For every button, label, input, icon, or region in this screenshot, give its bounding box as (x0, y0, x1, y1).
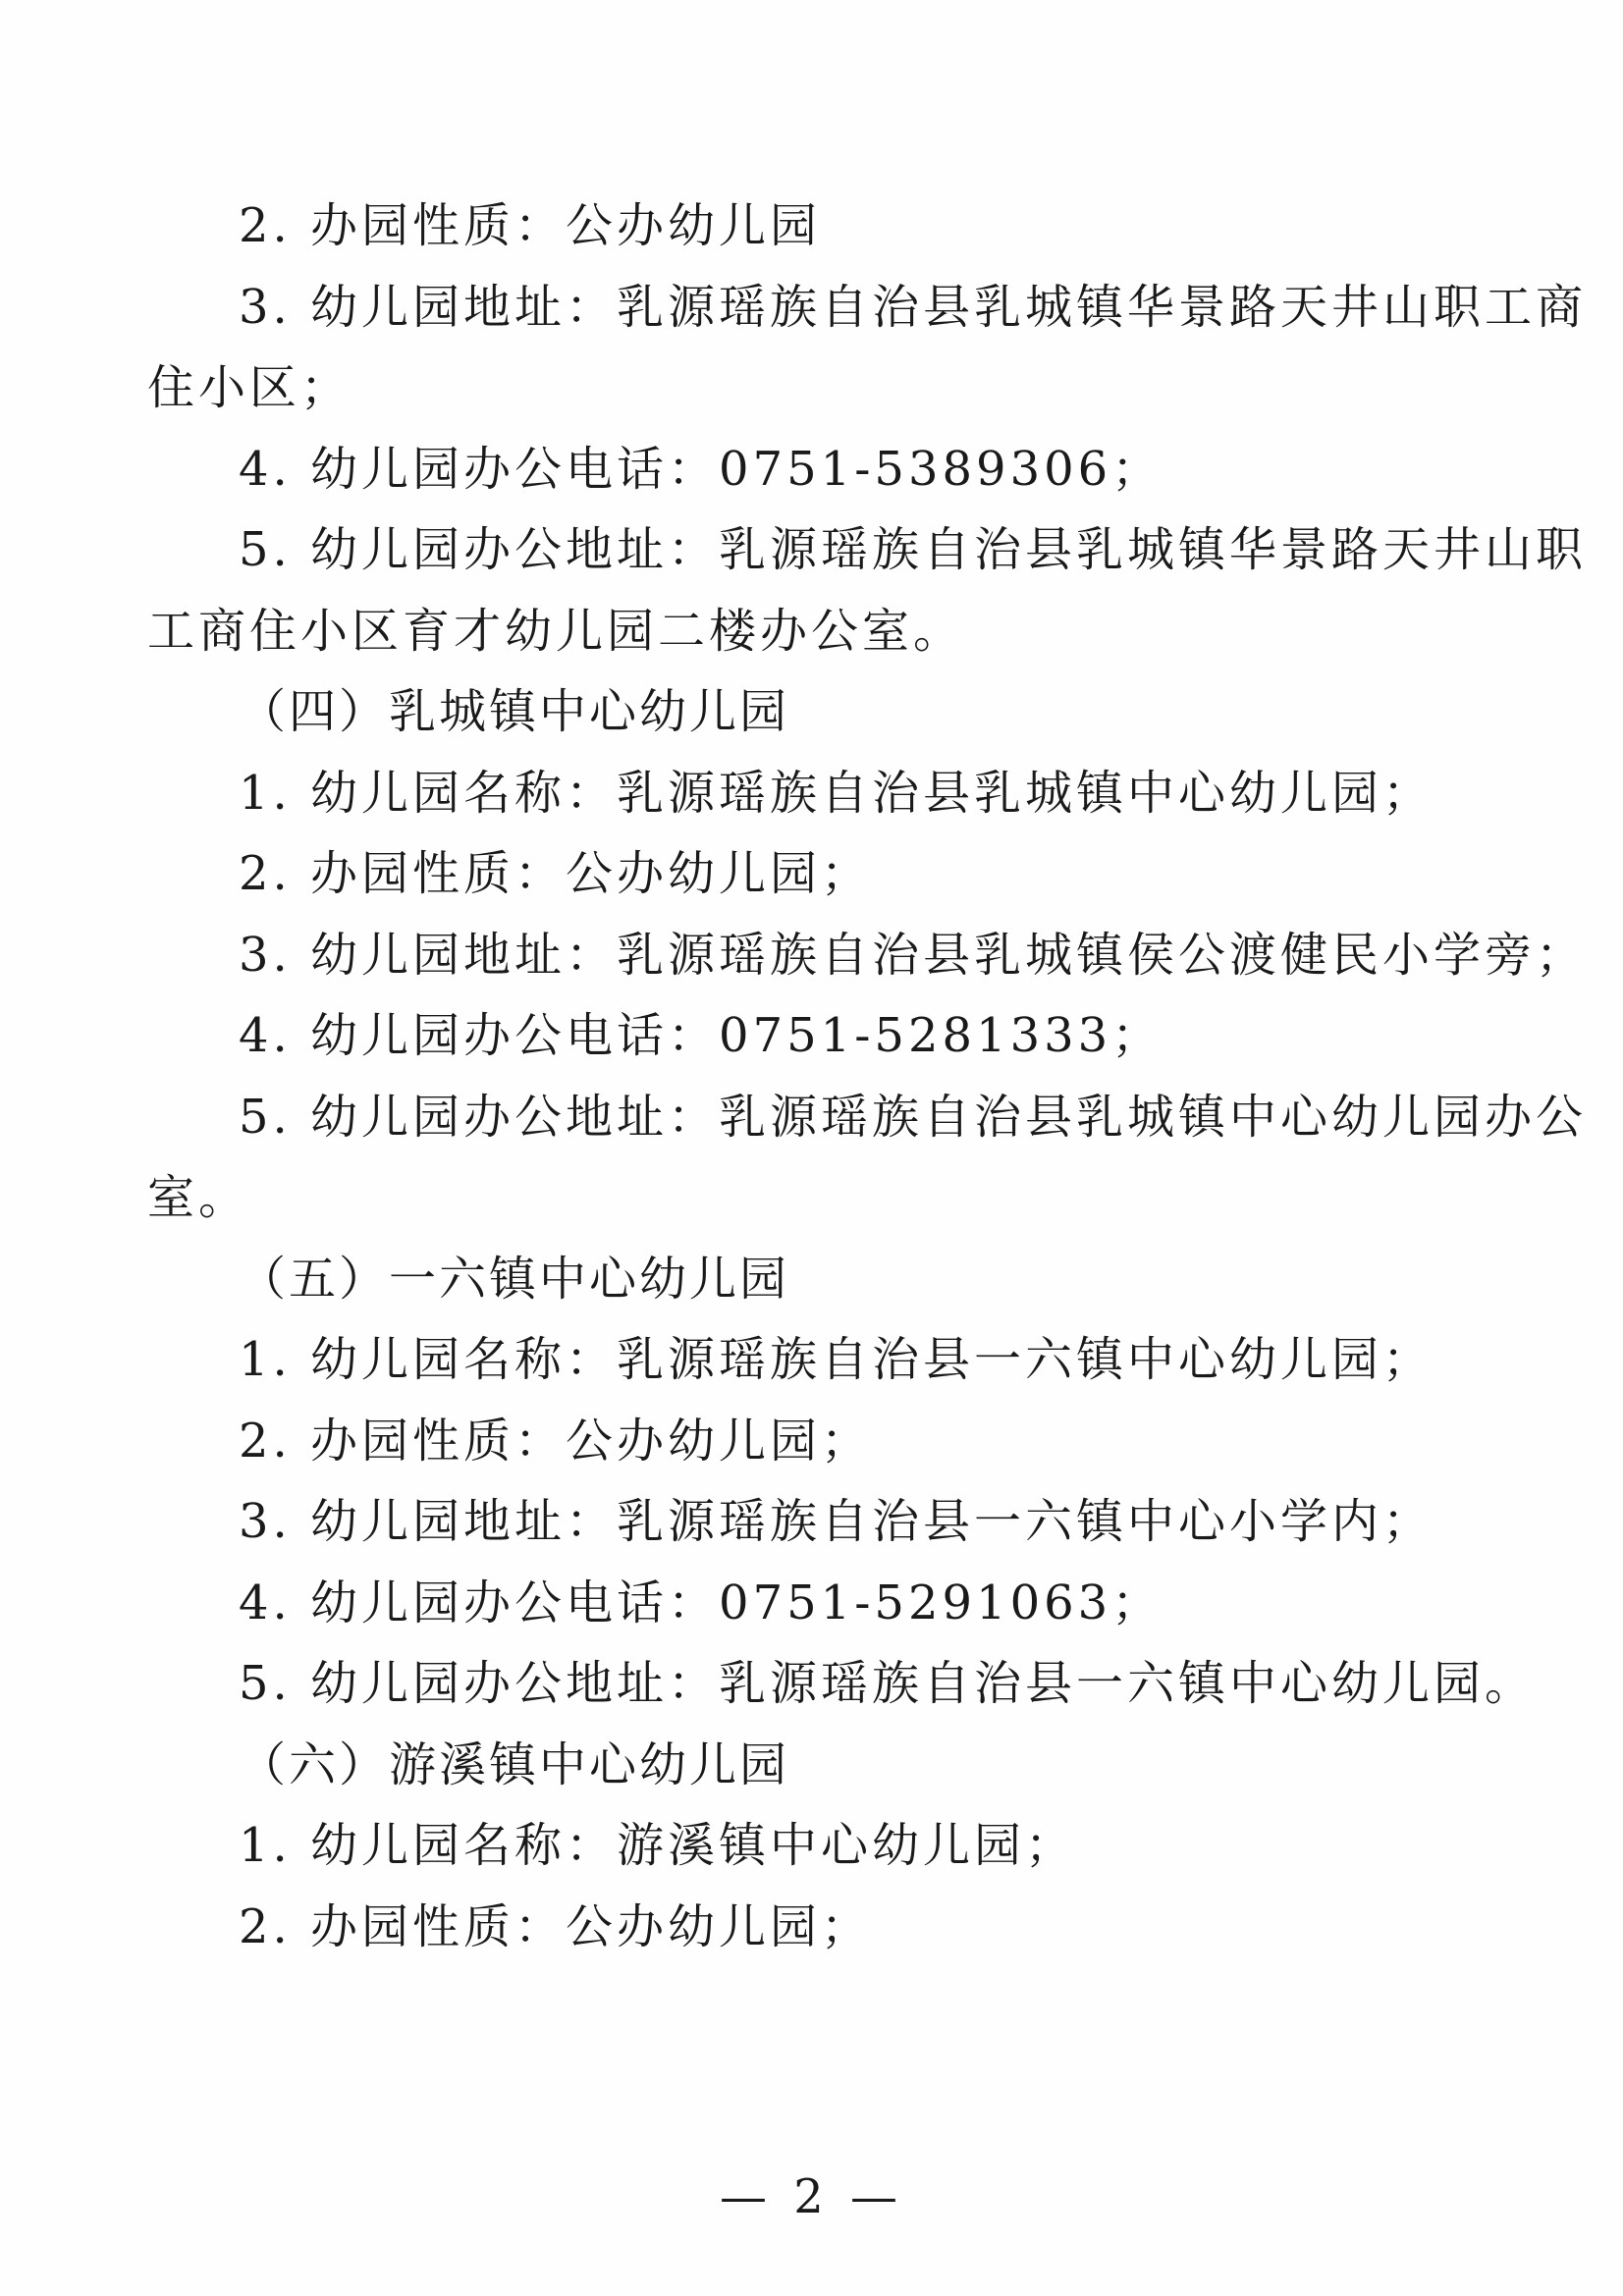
section-heading: （四）乳城镇中心幼儿园 (239, 684, 790, 739)
page-number: — 2 — (719, 2169, 904, 2224)
section-heading: （五）一六镇中心幼儿园 (239, 1252, 790, 1307)
text-line: 3. 幼儿园地址：乳源瑶族自治县乳城镇华景路天井山职工商 (239, 280, 1588, 335)
text-line: 室。 (147, 1170, 250, 1225)
text-line: 5. 幼儿园办公地址：乳源瑶族自治县一六镇中心幼儿园。 (239, 1656, 1537, 1711)
text-line: 1. 幼儿园名称：乳源瑶族自治县一六镇中心幼儿园； (239, 1332, 1434, 1387)
text-line: 3. 幼儿园地址：乳源瑶族自治县一六镇中心小学内； (239, 1494, 1434, 1549)
text-line: 4. 幼儿园办公电话：0751-5291063； (239, 1575, 1163, 1630)
text-line: 2. 办园性质：公办幼儿园； (239, 1899, 873, 1954)
text-line: 1. 幼儿园名称：乳源瑶族自治县乳城镇中心幼儿园； (239, 766, 1434, 821)
text-line: 工商住小区育才幼儿园二楼办公室。 (147, 604, 965, 659)
text-line: 2. 办园性质：公办幼儿园； (239, 1414, 873, 1468)
section-heading: （六）游溪镇中心幼儿园 (239, 1737, 790, 1792)
text-line: 1. 幼儿园名称：游溪镇中心幼儿园； (239, 1818, 1077, 1873)
text-line: 住小区； (147, 360, 352, 415)
text-line: 5. 幼儿园办公地址：乳源瑶族自治县乳城镇华景路天井山职 (239, 522, 1588, 577)
text-line: 5. 幼儿园办公地址：乳源瑶族自治县乳城镇中心幼儿园办公 (239, 1090, 1588, 1145)
text-line: 2. 办园性质：公办幼儿园 (239, 198, 822, 253)
text-line: 3. 幼儿园地址：乳源瑶族自治县乳城镇侯公渡健民小学旁； (239, 928, 1588, 983)
text-line: 2. 办园性质：公办幼儿园； (239, 846, 873, 901)
text-line: 4. 幼儿园办公电话：0751-5281333； (239, 1008, 1163, 1063)
text-line: 4. 幼儿园办公电话：0751-5389306； (239, 442, 1163, 497)
